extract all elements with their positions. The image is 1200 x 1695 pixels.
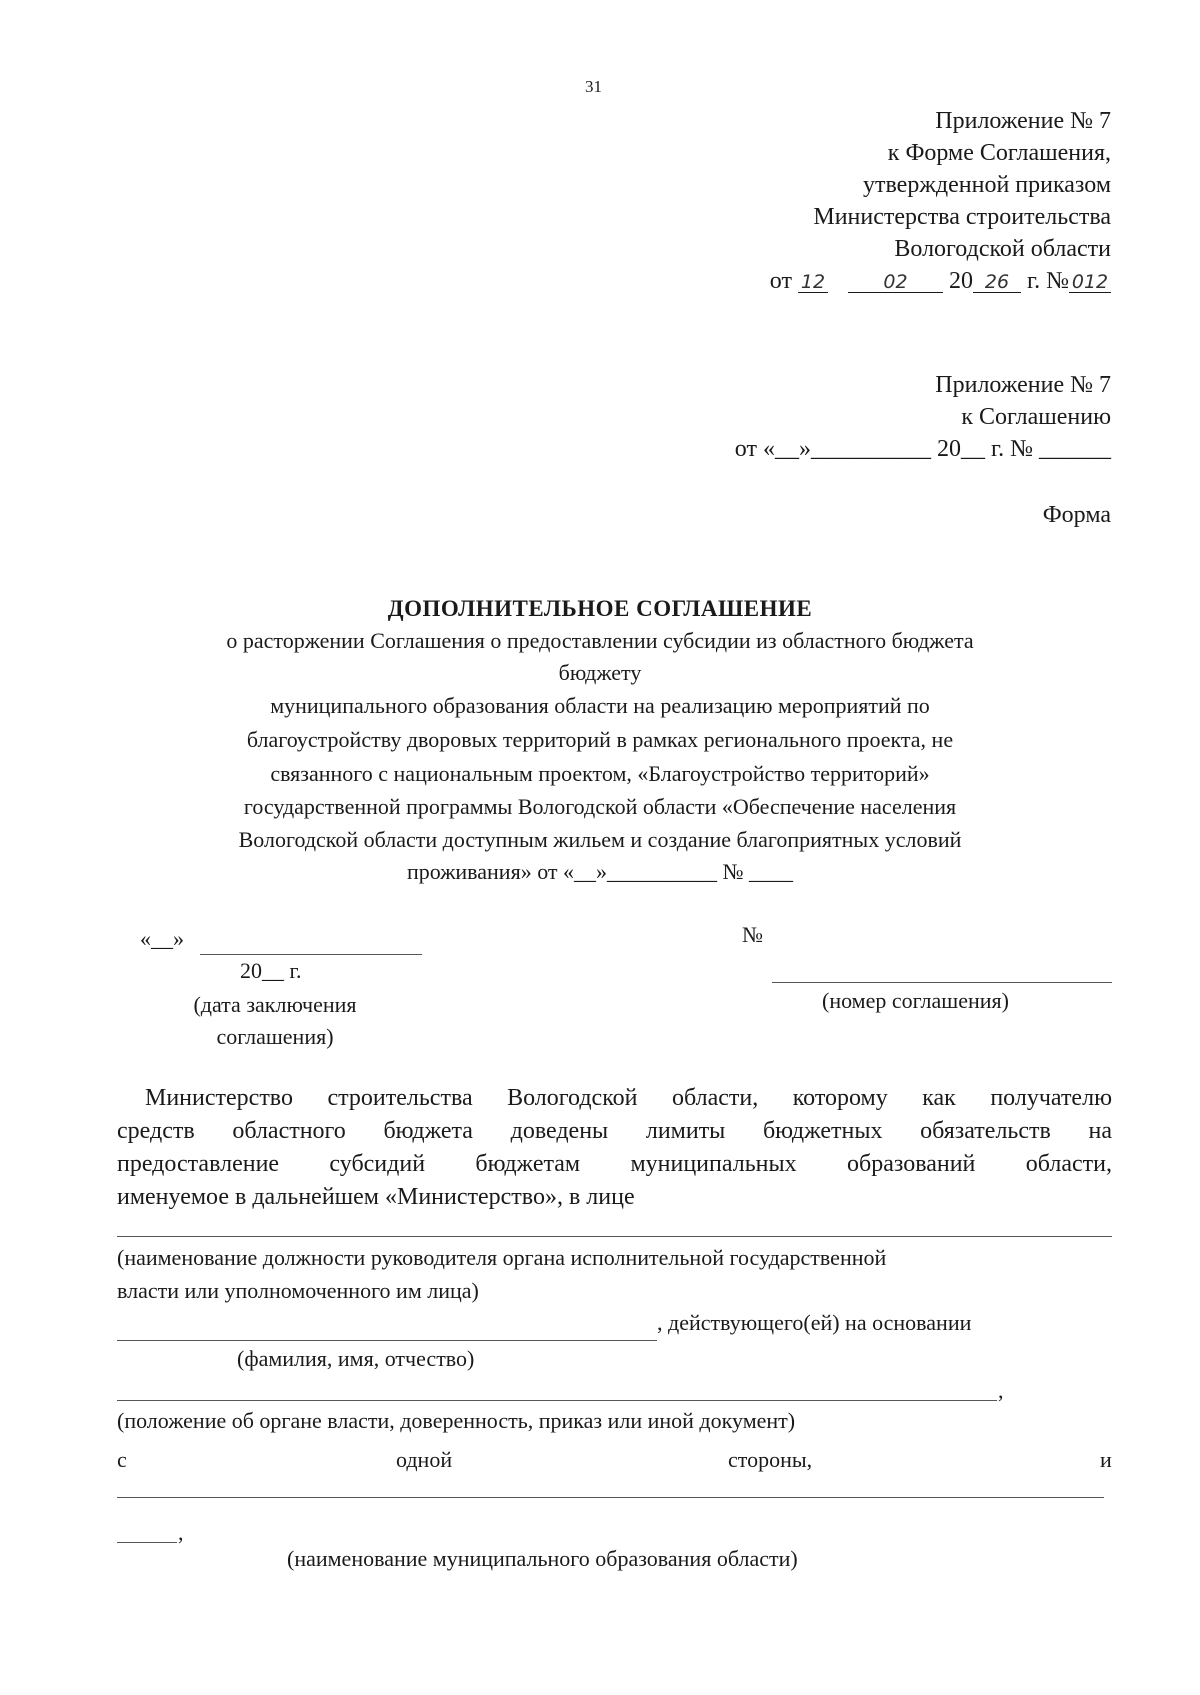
approval-date-prefix: от: [769, 268, 792, 294]
approval-day: 12: [798, 273, 828, 293]
position-caption-2: власти или уполномоченного им лица): [117, 1278, 479, 1303]
subtitle-line: благоустройству дворовых территорий в рамках регионального проекта, не: [246, 727, 954, 752]
basis-caption: (положение об органе власти, доверенность, приказ или иной документ): [117, 1408, 796, 1433]
document-title: ДОПОЛНИТЕЛЬНОЕ СОГЛАШЕНИЕ: [387, 596, 813, 621]
subtitle-line: проживания» от «__»__________ № ____: [406, 859, 794, 884]
approval-number-prefix: г. №: [1026, 268, 1069, 294]
basis-comma: ,: [998, 1378, 1004, 1403]
paragraph-line: предоставление субсидий бюджетам муниципальных образований области,: [117, 1151, 1112, 1177]
approval-line-3: утвержденной приказом: [862, 172, 1111, 198]
date-caption-1: (дата заключения: [193, 992, 357, 1017]
subtitle-line: государственной программы Вологодской области «Обеспечение населения: [243, 794, 957, 819]
side-word-side: стороны,: [728, 1447, 813, 1472]
date-quote-blank: «__»: [140, 926, 184, 951]
subtitle-line: бюджету: [558, 660, 642, 685]
paragraph-line: именуемое в дальнейшем «Министерство», в лице: [117, 1184, 635, 1210]
number-underline: [772, 982, 1112, 983]
paragraph-line: Министерство строительства Вологодской области, которому как получателю: [145, 1085, 1112, 1111]
number-caption: (номер соглашения): [822, 988, 1009, 1013]
agreement-date-line: от «__»__________ 20__ г. № ______: [734, 436, 1111, 462]
municipality-caption: (наименование муниципального образования области): [287, 1546, 798, 1571]
date-underline: [200, 954, 422, 955]
date-caption-2: соглашения): [216, 1024, 334, 1049]
number-symbol: №: [742, 922, 763, 947]
side-word-one: одной: [396, 1447, 453, 1472]
paragraph-line: средств областного бюджета доведены лимиты бюджетных обязательств на: [117, 1118, 1112, 1144]
side-word-and: и: [1100, 1447, 1112, 1472]
approval-line-2: к Форме Соглашения,: [887, 140, 1111, 166]
approval-line-5: Вологодской области: [894, 236, 1111, 262]
municipality-underline: [117, 1497, 1104, 1498]
form-label: Форма: [1042, 502, 1111, 528]
subtitle-line: о расторжении Соглашения о предоставлении субсидии из областного бюджета: [226, 628, 974, 653]
approval-year-suffix: 26: [973, 273, 1021, 293]
subtitle-line: связанного с национальным проектом, «Благоустройство территорий»: [270, 761, 930, 786]
date-year-line: 20__ г.: [240, 958, 302, 983]
position-caption-1: (наименование должности руководителя органа исполнительной государственной: [117, 1245, 887, 1270]
position-underline: [117, 1236, 1112, 1237]
page-number: 31: [585, 77, 602, 96]
side-word-s: с: [117, 1447, 127, 1472]
agreement-line-1: Приложение № 7: [935, 372, 1111, 398]
acting-basis-text: , действующего(ей) на основании: [657, 1310, 972, 1335]
approval-date-line: [770, 268, 1111, 295]
approval-line-4: Министерства строительства: [813, 204, 1111, 230]
municipality-comma: ,: [178, 1520, 184, 1545]
approval-month: 02: [848, 273, 943, 293]
agreement-line-2: к Соглашению: [961, 404, 1111, 430]
municipality-underline-short: [117, 1542, 177, 1543]
subtitle-line: муниципального образования области на реализацию мероприятий по: [270, 693, 930, 718]
approval-year-prefix: 20: [948, 268, 973, 294]
approval-number: 012: [1069, 273, 1111, 293]
fio-caption: (фамилия, имя, отчество): [237, 1346, 475, 1371]
fio-underline: [117, 1340, 657, 1341]
basis-underline: [117, 1400, 997, 1401]
subtitle-line: Вологодской области доступным жильем и создание благоприятных условий: [238, 827, 962, 852]
approval-line-1: Приложение № 7: [935, 108, 1111, 134]
